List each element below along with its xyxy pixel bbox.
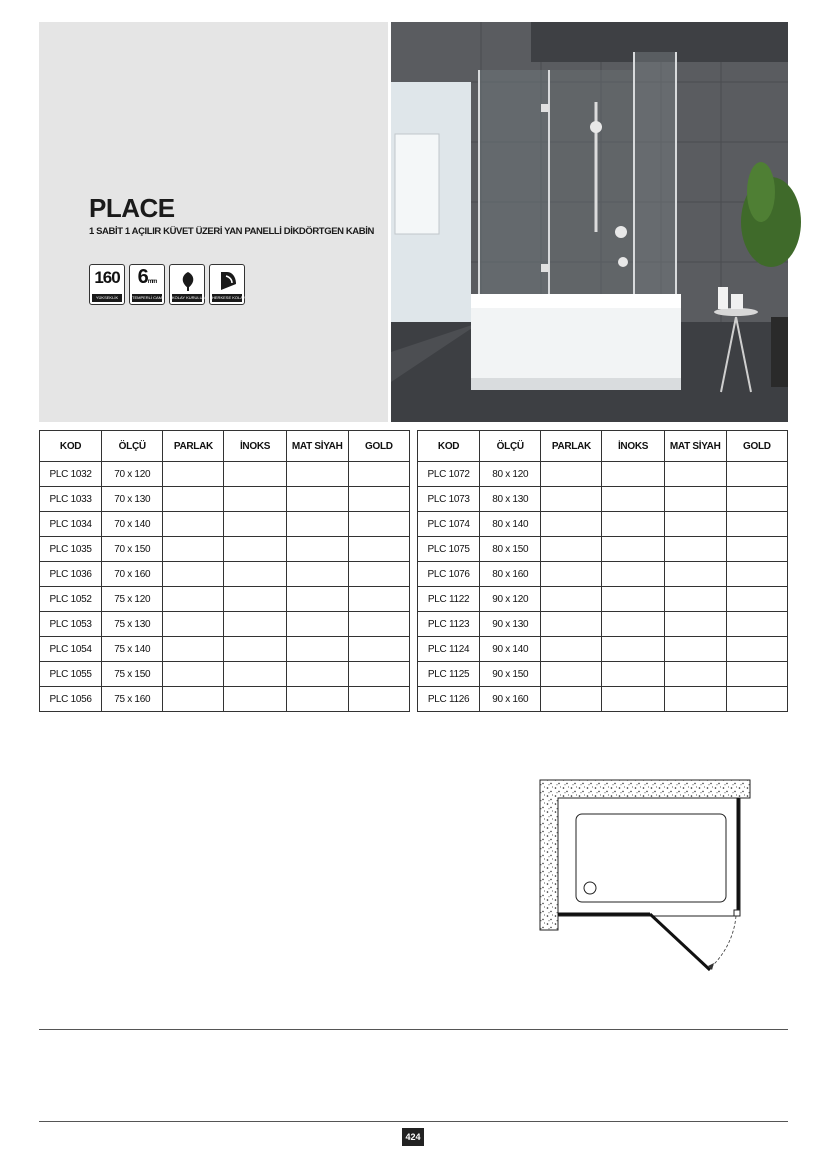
table-row bbox=[40, 587, 410, 612]
header-kod: KOD bbox=[418, 431, 480, 462]
cell-parlak bbox=[541, 687, 602, 712]
cell-inoks bbox=[224, 462, 286, 487]
cell-olcu: 80 x 150 bbox=[480, 537, 541, 562]
cell-parlak bbox=[541, 537, 602, 562]
cell-parlak bbox=[163, 537, 224, 562]
cell-olcu: 70 x 130 bbox=[102, 487, 163, 512]
cell-mat-siyah bbox=[664, 612, 726, 637]
cell-mat-siyah bbox=[286, 637, 348, 662]
cell-gold bbox=[726, 512, 787, 537]
cell-olcu: 75 x 130 bbox=[102, 612, 163, 637]
cell-kod: PLC 1053 bbox=[40, 612, 102, 637]
cell-parlak bbox=[163, 637, 224, 662]
cell-gold bbox=[348, 637, 409, 662]
divider-top bbox=[39, 1029, 788, 1030]
cell-olcu: 80 x 120 bbox=[480, 462, 541, 487]
floor-plan-diagram bbox=[530, 770, 752, 990]
badge-caption: HERKESE KOLAY bbox=[212, 295, 246, 300]
cell-olcu: 70 x 160 bbox=[102, 562, 163, 587]
cell-inoks bbox=[224, 512, 286, 537]
cell-inoks bbox=[602, 462, 664, 487]
badge-caption: YÜKSEKLİK bbox=[92, 294, 122, 302]
table-row bbox=[40, 512, 410, 537]
cell-parlak bbox=[163, 587, 224, 612]
cell-inoks bbox=[602, 537, 664, 562]
cell-gold bbox=[726, 462, 787, 487]
cell-mat-siyah bbox=[664, 512, 726, 537]
cell-inoks bbox=[602, 587, 664, 612]
cell-parlak bbox=[541, 562, 602, 587]
table-row bbox=[40, 537, 410, 562]
table-row bbox=[418, 512, 788, 537]
cell-gold bbox=[726, 687, 787, 712]
cell-mat-siyah bbox=[664, 637, 726, 662]
table-row bbox=[418, 612, 788, 637]
table-row bbox=[418, 562, 788, 587]
header-kod: KOD bbox=[40, 431, 102, 462]
cell-mat-siyah bbox=[664, 462, 726, 487]
cell-mat-siyah bbox=[286, 487, 348, 512]
profile-icon bbox=[209, 264, 245, 305]
cell-inoks bbox=[224, 612, 286, 637]
cell-inoks bbox=[602, 612, 664, 637]
product-photo bbox=[391, 22, 788, 422]
page-number: 424 bbox=[402, 1128, 424, 1146]
cell-parlak bbox=[541, 662, 602, 687]
table-row bbox=[418, 587, 788, 612]
cell-kod: PLC 1056 bbox=[40, 687, 102, 712]
cell-parlak bbox=[163, 487, 224, 512]
cell-parlak bbox=[163, 562, 224, 587]
cell-mat-siyah bbox=[286, 612, 348, 637]
cell-kod: PLC 1122 bbox=[418, 587, 480, 612]
cell-mat-siyah bbox=[664, 662, 726, 687]
cell-olcu: 90 x 150 bbox=[480, 662, 541, 687]
cell-olcu: 90 x 120 bbox=[480, 587, 541, 612]
cell-parlak bbox=[163, 687, 224, 712]
cell-kod: PLC 1124 bbox=[418, 637, 480, 662]
cell-kod: PLC 1125 bbox=[418, 662, 480, 687]
cell-mat-siyah bbox=[664, 562, 726, 587]
cell-parlak bbox=[541, 587, 602, 612]
cell-parlak bbox=[163, 512, 224, 537]
table-row bbox=[418, 662, 788, 687]
table-body bbox=[40, 462, 410, 712]
cell-inoks bbox=[602, 637, 664, 662]
leaf-icon bbox=[178, 270, 198, 292]
cell-inoks bbox=[602, 562, 664, 587]
header-parlak: PARLAK bbox=[541, 431, 602, 462]
cell-mat-siyah bbox=[664, 537, 726, 562]
cell-kod: PLC 1034 bbox=[40, 512, 102, 537]
cell-parlak bbox=[541, 612, 602, 637]
cell-olcu: 90 x 140 bbox=[480, 637, 541, 662]
feature-badges bbox=[89, 264, 245, 305]
cell-gold bbox=[348, 612, 409, 637]
cell-mat-siyah bbox=[286, 537, 348, 562]
cell-parlak bbox=[541, 462, 602, 487]
cell-mat-siyah bbox=[664, 587, 726, 612]
cell-kod: PLC 1073 bbox=[418, 487, 480, 512]
cell-mat-siyah bbox=[286, 512, 348, 537]
cell-inoks bbox=[602, 487, 664, 512]
header-olcu: ÖLÇÜ bbox=[102, 431, 163, 462]
table-row bbox=[40, 612, 410, 637]
cell-parlak bbox=[541, 487, 602, 512]
cell-parlak bbox=[163, 662, 224, 687]
cell-parlak bbox=[541, 512, 602, 537]
profile-shape-icon bbox=[218, 270, 238, 292]
cell-mat-siyah bbox=[664, 687, 726, 712]
header-gold: GOLD bbox=[348, 431, 409, 462]
cell-olcu: 80 x 130 bbox=[480, 487, 541, 512]
cell-parlak bbox=[163, 612, 224, 637]
header-mat-siyah: MAT SİYAH bbox=[286, 431, 348, 462]
table-row bbox=[418, 637, 788, 662]
cell-mat-siyah bbox=[286, 562, 348, 587]
cell-gold bbox=[348, 662, 409, 687]
cell-gold bbox=[348, 512, 409, 537]
product-title: PLACE bbox=[89, 193, 175, 223]
cell-inoks bbox=[602, 512, 664, 537]
cell-olcu: 75 x 140 bbox=[102, 637, 163, 662]
table-body bbox=[418, 462, 788, 712]
header-inoks: İNOKS bbox=[602, 431, 664, 462]
cell-gold bbox=[348, 562, 409, 587]
table-row bbox=[40, 687, 410, 712]
header-gold: GOLD bbox=[726, 431, 787, 462]
cell-kod: PLC 1072 bbox=[418, 462, 480, 487]
table-row bbox=[40, 637, 410, 662]
header-inoks: İNOKS bbox=[224, 431, 286, 462]
badge-unit: mm bbox=[147, 279, 157, 285]
cell-olcu: 70 x 150 bbox=[102, 537, 163, 562]
cell-inoks bbox=[224, 562, 286, 587]
cell-inoks bbox=[602, 662, 664, 687]
table-row bbox=[418, 487, 788, 512]
cell-inoks bbox=[224, 537, 286, 562]
cell-gold bbox=[726, 662, 787, 687]
table-row bbox=[40, 662, 410, 687]
badge-caption: TEMPERLİ CAM bbox=[132, 295, 163, 300]
cell-gold bbox=[726, 537, 787, 562]
cell-gold bbox=[348, 587, 409, 612]
cell-mat-siyah bbox=[286, 462, 348, 487]
tempered-glass-6mm-icon bbox=[129, 264, 165, 305]
badge-value: 160 bbox=[94, 268, 120, 287]
cell-kod: PLC 1076 bbox=[418, 562, 480, 587]
table-row bbox=[40, 462, 410, 487]
cell-olcu: 90 x 130 bbox=[480, 612, 541, 637]
cell-mat-siyah bbox=[286, 587, 348, 612]
cell-kod: PLC 1126 bbox=[418, 687, 480, 712]
table-row bbox=[418, 687, 788, 712]
cell-inoks bbox=[224, 637, 286, 662]
cell-gold bbox=[726, 612, 787, 637]
cell-mat-siyah bbox=[664, 487, 726, 512]
cell-gold bbox=[348, 462, 409, 487]
badge-value: 6 bbox=[137, 266, 148, 288]
cell-parlak bbox=[163, 462, 224, 487]
divider-bottom bbox=[39, 1121, 788, 1122]
cell-olcu: 75 x 150 bbox=[102, 662, 163, 687]
table-row bbox=[40, 487, 410, 512]
header-parlak: PARLAK bbox=[163, 431, 224, 462]
table-row bbox=[40, 562, 410, 587]
cell-kod: PLC 1123 bbox=[418, 612, 480, 637]
cell-parlak bbox=[541, 637, 602, 662]
table-row bbox=[418, 462, 788, 487]
cell-gold bbox=[726, 587, 787, 612]
cell-kod: PLC 1074 bbox=[418, 512, 480, 537]
badge-caption: KOLAY KURULUM bbox=[172, 295, 206, 300]
cell-gold bbox=[726, 487, 787, 512]
cell-gold bbox=[726, 562, 787, 587]
header-mat-siyah: MAT SİYAH bbox=[664, 431, 726, 462]
cell-kod: PLC 1035 bbox=[40, 537, 102, 562]
cell-kod: PLC 1052 bbox=[40, 587, 102, 612]
cell-gold bbox=[348, 487, 409, 512]
cell-gold bbox=[726, 637, 787, 662]
cell-olcu: 75 x 120 bbox=[102, 587, 163, 612]
cell-olcu: 75 x 160 bbox=[102, 687, 163, 712]
table-row bbox=[418, 537, 788, 562]
product-table-left bbox=[39, 430, 410, 712]
cell-inoks bbox=[224, 687, 286, 712]
height-160-icon bbox=[89, 264, 125, 305]
cell-gold bbox=[348, 687, 409, 712]
easy-install-icon bbox=[169, 264, 205, 305]
product-subtitle: 1 SABİT 1 AÇILIR KÜVET ÜZERİ YAN PANELLİ DİKDÖRTGEN KABİN bbox=[89, 226, 374, 237]
cell-kod: PLC 1036 bbox=[40, 562, 102, 587]
cell-kod: PLC 1075 bbox=[418, 537, 480, 562]
cell-olcu: 90 x 160 bbox=[480, 687, 541, 712]
cell-inoks bbox=[224, 587, 286, 612]
cell-olcu: 70 x 140 bbox=[102, 512, 163, 537]
cell-kod: PLC 1033 bbox=[40, 487, 102, 512]
cell-inoks bbox=[224, 662, 286, 687]
cell-gold bbox=[348, 537, 409, 562]
cell-mat-siyah bbox=[286, 662, 348, 687]
cell-inoks bbox=[602, 687, 664, 712]
header-olcu: ÖLÇÜ bbox=[480, 431, 541, 462]
cell-olcu: 80 x 140 bbox=[480, 512, 541, 537]
cell-kod: PLC 1055 bbox=[40, 662, 102, 687]
cell-olcu: 80 x 160 bbox=[480, 562, 541, 587]
cell-kod: PLC 1054 bbox=[40, 637, 102, 662]
cell-inoks bbox=[224, 487, 286, 512]
cell-kod: PLC 1032 bbox=[40, 462, 102, 487]
cell-olcu: 70 x 120 bbox=[102, 462, 163, 487]
product-table-right bbox=[417, 430, 788, 712]
cell-mat-siyah bbox=[286, 687, 348, 712]
